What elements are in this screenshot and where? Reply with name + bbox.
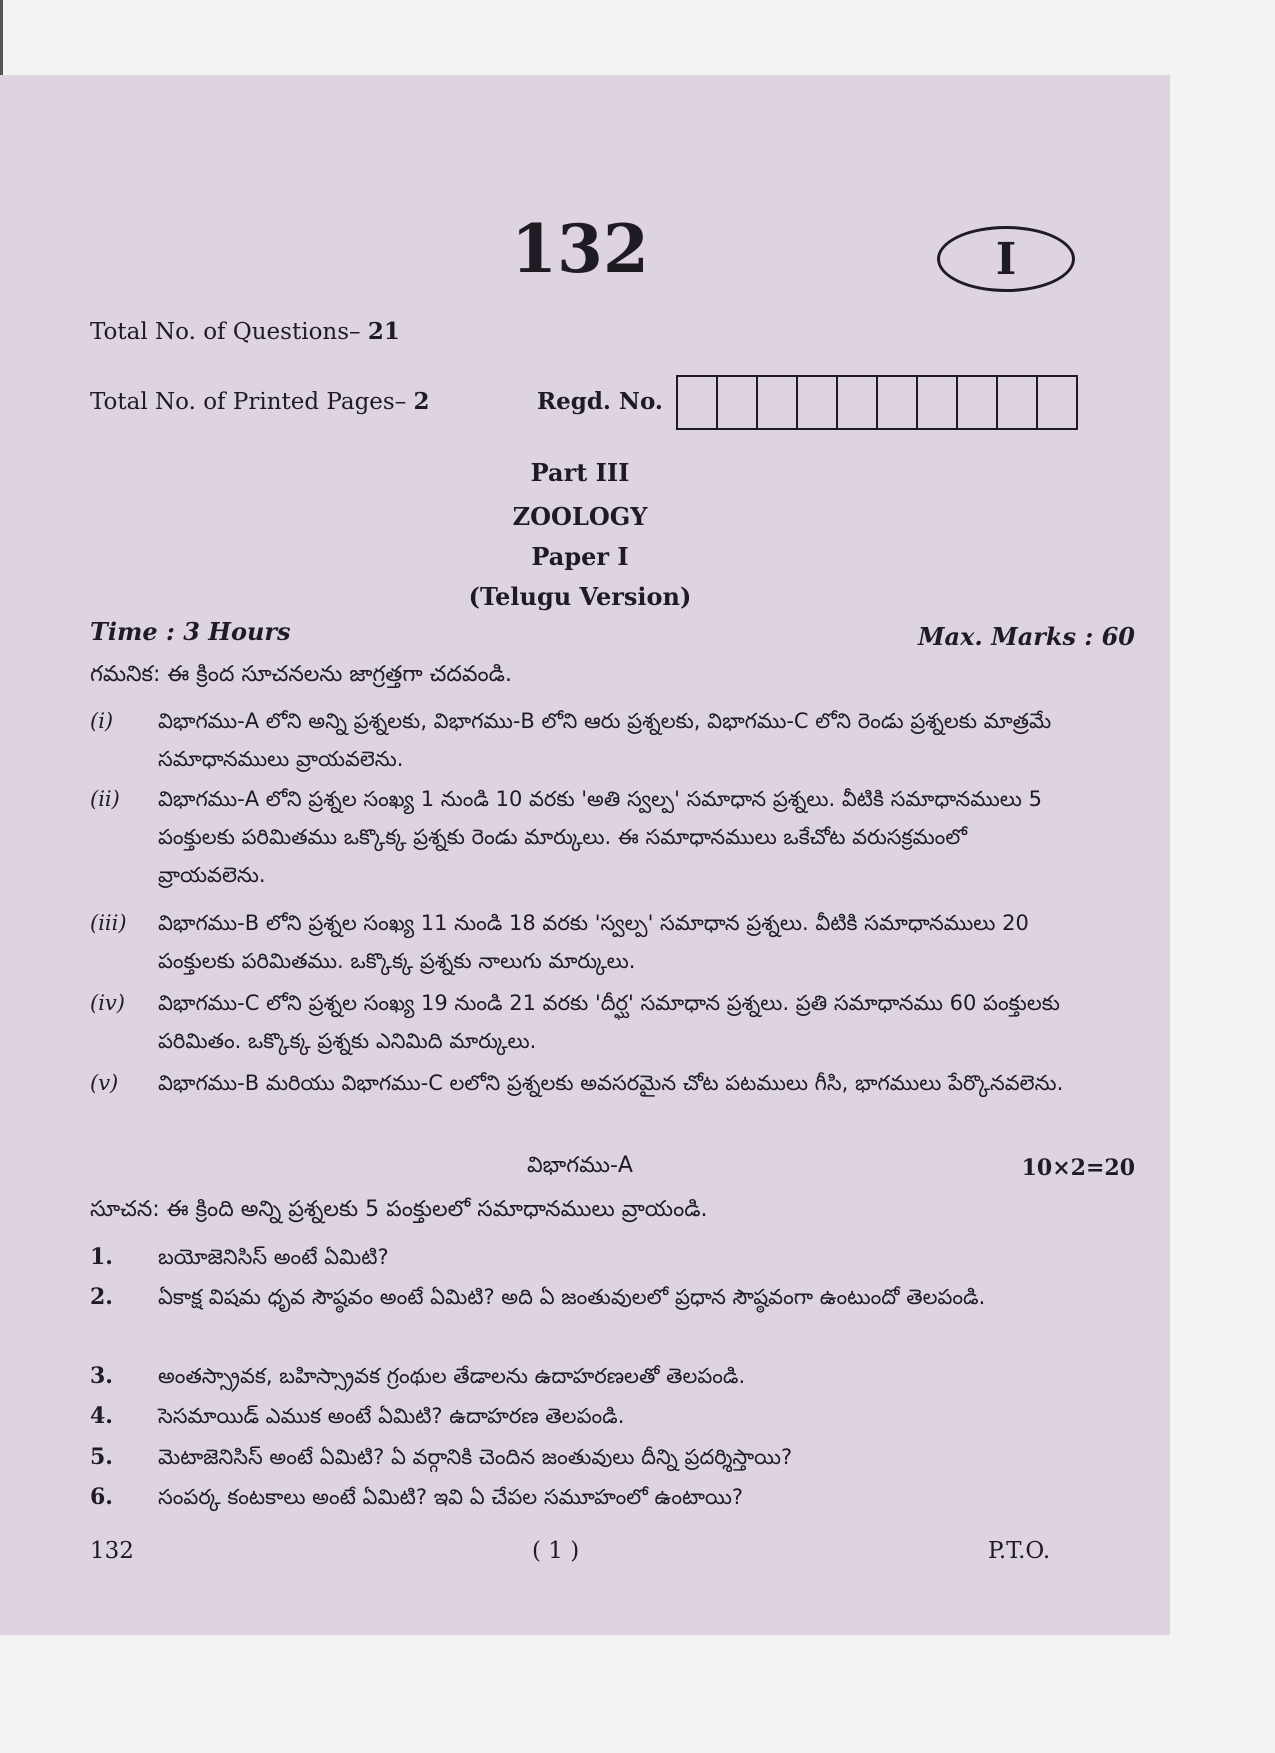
- total-pages-label: Total No. of Printed Pages–: [90, 389, 407, 415]
- part-heading: Part III: [530, 458, 630, 487]
- instruction-text: విభాగము-C లోని ప్రశ్నల సంఖ్య 19 నుండి 21 వరకు 'దీర్ఘ' సమాధాన ప్రశ్నలు. ప్రతి సమాధానము 60 పంక్తులకు పరిమితం. ఒక్కొక్క ప్రశ్నకు ఎనిమిది మార్కులు.: [158, 991, 1060, 1053]
- question-number: 6.: [90, 1484, 113, 1510]
- instruction-text: విభాగము-B మరియు విభాగము-C లలోని ప్రశ్నలకు అవసరమైన చోట పటములు గీసి, భాగములు పేర్కొనవలెను.: [158, 1071, 1064, 1095]
- question-item: [90, 1397, 1070, 1435]
- section-instruction: సూచన: ఈ క్రింది అన్ని ప్రశ్నలకు 5 పంక్తులలో సమాధానములు వ్రాయండి.: [90, 1197, 708, 1222]
- regd-box[interactable]: [958, 377, 998, 428]
- set-badge: [937, 226, 1075, 292]
- total-questions-value: 21: [367, 318, 400, 345]
- regd-box[interactable]: [798, 377, 838, 428]
- regd-box[interactable]: [718, 377, 758, 428]
- regd-box[interactable]: [838, 377, 878, 428]
- question-text: మెటాజెనిసిస్ అంటే ఏమిటి? ఏ వర్గానికి చెందిన జంతువులు దీన్ని ప్రదర్శిస్తాయి?: [158, 1445, 793, 1469]
- instruction-number: (i): [90, 709, 114, 733]
- footer-pto: P.T.O.: [988, 1538, 1051, 1564]
- question-number: 5.: [90, 1444, 113, 1470]
- regd-box[interactable]: [678, 377, 718, 428]
- set-label: I: [995, 233, 1017, 285]
- instruction-item: [90, 1064, 1070, 1102]
- question-text: బయోజెనిసిస్ అంటే ఏమిటి?: [158, 1245, 389, 1269]
- instruction-number: (iii): [90, 911, 127, 935]
- instruction-number: (iv): [90, 991, 125, 1015]
- question-text: సెసమాయిడ్ ఎముక అంటే ఏమిటి? ఉదాహరణ తెలపండి.: [158, 1404, 625, 1428]
- paper-code: 132: [511, 210, 649, 288]
- total-questions-label: Total No. of Questions–: [90, 319, 361, 345]
- total-pages-value: 2: [413, 388, 430, 415]
- paper-heading: Paper I: [531, 542, 629, 571]
- question-number: 1.: [90, 1244, 113, 1270]
- instruction-number: (ii): [90, 787, 120, 811]
- question-number: 2.: [90, 1284, 113, 1310]
- regd-box[interactable]: [758, 377, 798, 428]
- question-text: సంపర్క కంటకాలు అంటే ఏమిటి? ఇవి ఏ చేపల సమూహంలో ఉంటాయి?: [158, 1485, 744, 1509]
- question-item: [90, 1278, 1070, 1316]
- subject-heading: ZOOLOGY: [512, 502, 648, 531]
- instruction-number: (v): [90, 1071, 119, 1095]
- question-item: [90, 1478, 1070, 1516]
- total-questions: [90, 318, 400, 345]
- instruction-item: [90, 984, 1070, 1060]
- footer-paper-code: 132: [90, 1538, 134, 1564]
- instructions-note: గమనిక: ఈ క్రింద సూచనలను జాగ్రత్తగా చదవండి.: [90, 662, 512, 687]
- question-item: [90, 1238, 1070, 1276]
- question-number: 3.: [90, 1363, 113, 1389]
- regd-box[interactable]: [918, 377, 958, 428]
- section-title: విభాగము-A: [527, 1153, 633, 1178]
- question-item: [90, 1438, 1070, 1476]
- time-allowed: Time : 3 Hours: [90, 617, 291, 646]
- instruction-item: [90, 702, 1070, 778]
- question-number: 4.: [90, 1403, 113, 1429]
- page-edge-mark: [0, 0, 3, 78]
- regd-number-boxes[interactable]: [676, 375, 1078, 430]
- instruction-text: విభాగము-A లోని ప్రశ్నల సంఖ్య 1 నుండి 10 వరకు 'అతి స్వల్ప' సమాధాన ప్రశ్నలు. వీటికి సమాధానములు 5 పంక్తులకు పరిమితము ఒక్కొక్క ప్రశ్నకు రెండు మార్కులు. ఈ సమాధానములు ఒకేచోట వరుసక్రమంలో వ్రాయవలెను.: [158, 787, 1042, 887]
- question-text: అంతస్స్రావక, బహిస్స్రావక గ్రంథుల తేడాలను ఉదాహరణలతో తెలపండి.: [158, 1364, 746, 1388]
- total-pages: [90, 388, 430, 415]
- instruction-item: [90, 780, 1070, 894]
- regd-label: Regd. No.: [537, 388, 663, 415]
- max-marks: Max. Marks : 60: [917, 622, 1135, 651]
- instruction-text: విభాగము-B లోని ప్రశ్నల సంఖ్య 11 నుండి 18 వరకు 'స్వల్ప' సమాధాన ప్రశ్నలు. వీటికి సమాధానములు 20 పంక్తులకు పరిమితము. ఒక్కొక్క ప్రశ్నకు నాలుగు మార్కులు.: [158, 911, 1029, 973]
- question-text: ఏకాక్ష విషమ ధృవ సౌష్ఠవం అంటే ఏమిటి? అది ఏ జంతువులలో ప్రధాన సౌష్ఠవంగా ఉంటుందో తెలపండి.: [158, 1285, 986, 1309]
- instruction-text: విభాగము-A లోని అన్ని ప్రశ్నలకు, విభాగము-B లోని ఆరు ప్రశ్నలకు, విభాగము-C లోని రెండు ప్రశ్నలకు మాత్రమే సమాధానములు వ్రాయవలెను.: [158, 709, 1052, 771]
- regd-box[interactable]: [1038, 377, 1076, 428]
- regd-box[interactable]: [998, 377, 1038, 428]
- instruction-item: [90, 904, 1070, 980]
- footer-page-number: ( 1 ): [532, 1538, 580, 1564]
- question-item: [90, 1357, 1070, 1395]
- version-heading: (Telugu Version): [468, 582, 692, 611]
- section-marks: 10×2=20: [1021, 1155, 1135, 1181]
- regd-box[interactable]: [878, 377, 918, 428]
